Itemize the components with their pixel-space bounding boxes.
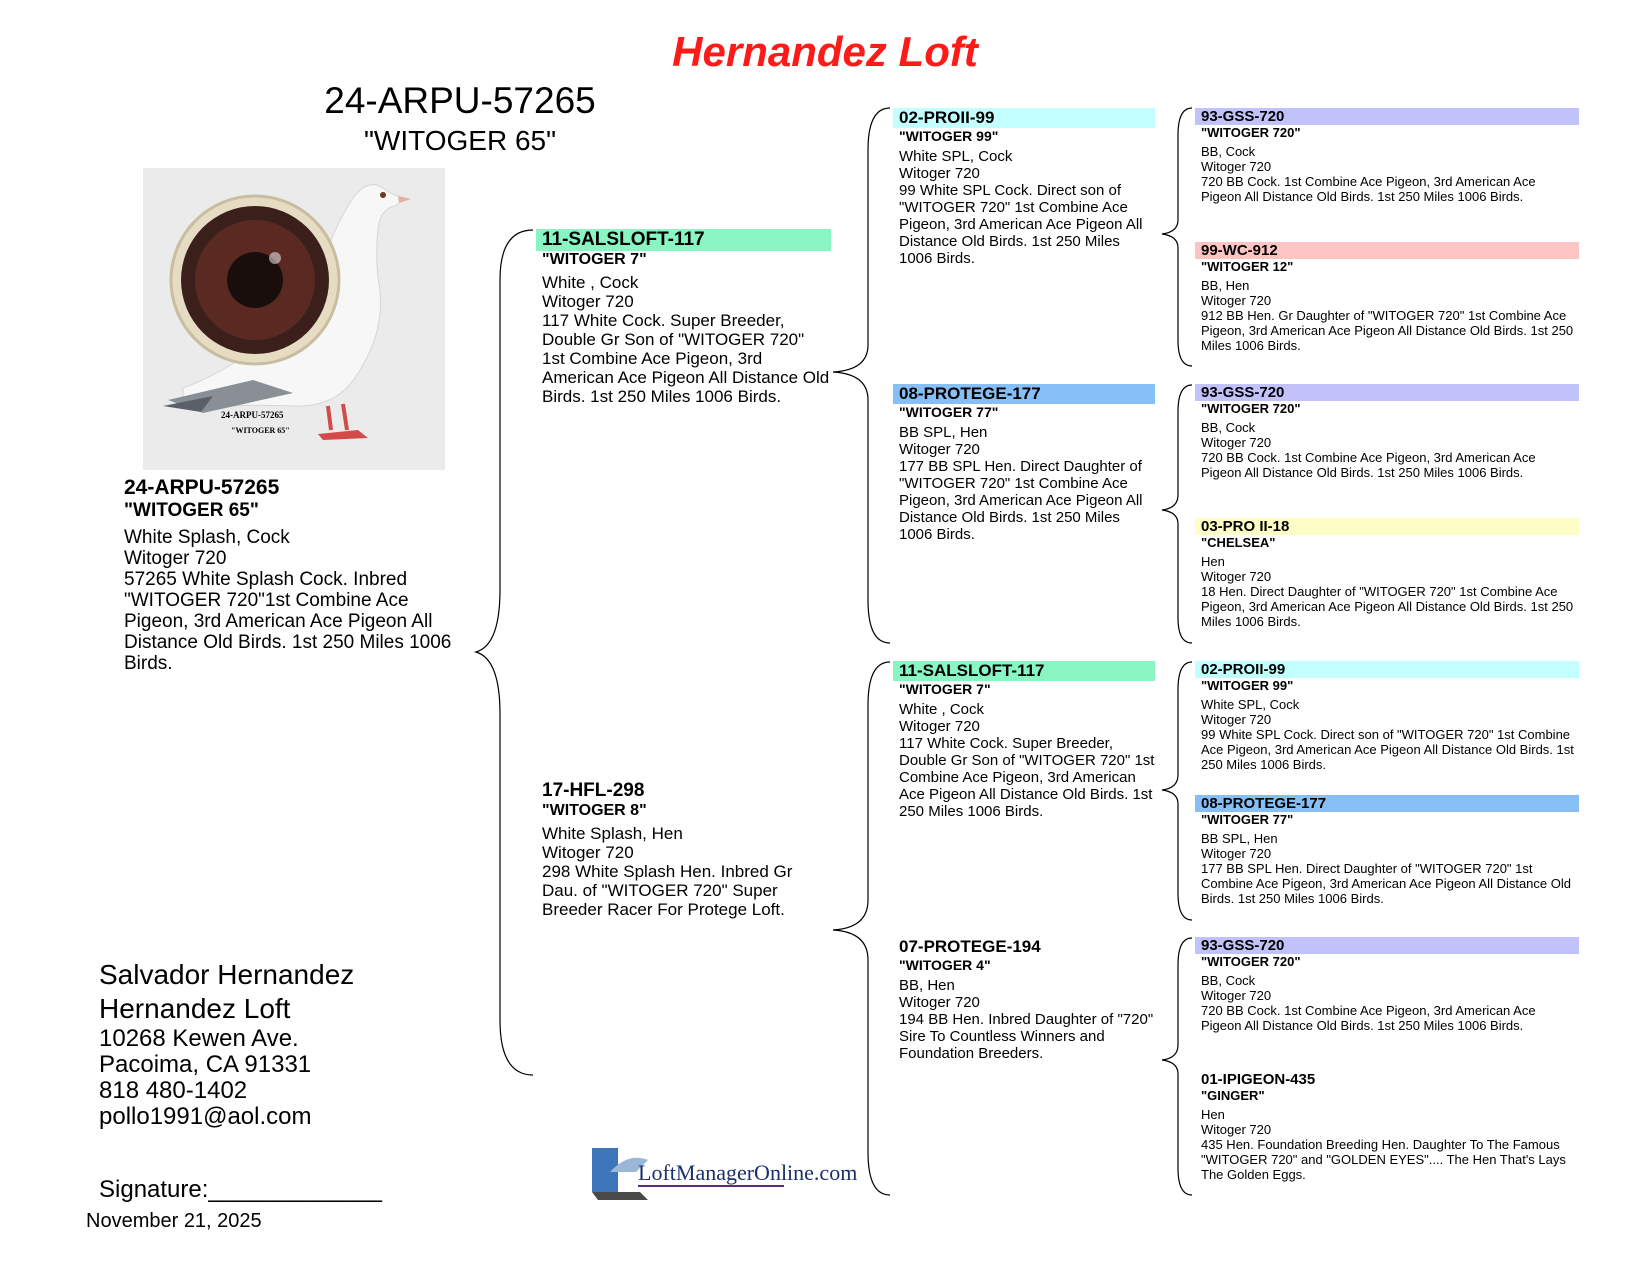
sire-bird bbox=[536, 229, 831, 406]
owner-name: Salvador Hernandez bbox=[99, 959, 355, 990]
subject-name: "WITOGER 65" bbox=[124, 500, 259, 521]
owner-address: 10268 Kewen Ave. bbox=[99, 1025, 299, 1052]
dam-sire-bird bbox=[893, 661, 1155, 820]
gen3-color-sex: BB, Cock bbox=[1201, 420, 1256, 435]
gen3-color-sex: White SPL, Cock bbox=[1201, 697, 1300, 712]
dam-sire-strain: Witoger 720 bbox=[899, 718, 980, 735]
gen3-bird bbox=[1195, 661, 1579, 772]
gen3-bird bbox=[1195, 384, 1579, 480]
gen3-strain: Witoger 720 bbox=[1201, 435, 1272, 450]
gen3-bird bbox=[1195, 108, 1579, 204]
gen3-bird bbox=[1195, 518, 1579, 629]
gen3-name: "WITOGER 99" bbox=[1201, 678, 1294, 693]
gen3-color-sex: Hen bbox=[1201, 1107, 1225, 1122]
sire-ring: 11-SALSLOFT-117 bbox=[536, 229, 831, 251]
gen3-notes: 720 BB Cock. 1st Combine Ace Pigeon, 3rd American Ace Pigeon All Distance Old Birds. 1st 250 Miles 1006 Birds. bbox=[1201, 1003, 1536, 1033]
gen3-ring: 03-PRO II-18 bbox=[1195, 518, 1579, 535]
sire-dam-notes: 177 BB SPL Hen. Direct Daughter of "WITOGER 720" 1st Combine Ace Pigeon, 3rd American Ace Pigeon All Distance Old Birds. 1st 250 Miles 1006 Birds. bbox=[899, 458, 1143, 543]
gen3-name: "WITOGER 77" bbox=[1201, 812, 1294, 827]
subject-name-heading: "WITOGER 65" bbox=[363, 125, 557, 156]
subject-bird bbox=[124, 476, 469, 674]
subject-notes: 57265 White Splash Cock. Inbred "WITOGER 720"1st Combine Ace Pigeon, 3rd American Ace Pigeon All Distance Old Birds. 1st 250 Miles 1006 Birds. bbox=[124, 569, 452, 674]
sire-dam-strain: Witoger 720 bbox=[899, 441, 980, 458]
dam-name: "WITOGER 8" bbox=[542, 802, 647, 819]
dam-dam-bird bbox=[893, 937, 1155, 1062]
gen3-color-sex: BB, Cock bbox=[1201, 973, 1256, 988]
gen3-name: "WITOGER 720" bbox=[1201, 401, 1301, 416]
gen3-color-sex: Hen bbox=[1201, 554, 1225, 569]
sire-color-sex: White , Cock bbox=[542, 273, 639, 292]
subject-strain: Witoger 720 bbox=[124, 548, 227, 569]
gen3-ring: 93-GSS-720 bbox=[1195, 937, 1579, 954]
gen3-bird bbox=[1195, 795, 1579, 906]
sire-dam-color-sex: BB SPL, Hen bbox=[899, 424, 988, 441]
gen3-ring: 99-WC-912 bbox=[1195, 242, 1579, 259]
gen3-color-sex: BB SPL, Hen bbox=[1201, 831, 1278, 846]
gen3-ring: 93-GSS-720 bbox=[1195, 384, 1579, 401]
loftmanager-logo bbox=[588, 1142, 858, 1206]
dam-notes: 298 White Splash Hen. Inbred Gr Dau. of "WITOGER 720" Super Breeder Racer For Protege Loft. bbox=[542, 862, 793, 919]
dam-sire-color-sex: White , Cock bbox=[899, 701, 985, 718]
gen3-ring: 01-IPIGEON-435 bbox=[1201, 1071, 1316, 1088]
gen3-bird bbox=[1195, 937, 1579, 1033]
gen3-strain: Witoger 720 bbox=[1201, 1122, 1272, 1137]
gen3-color-sex: BB, Hen bbox=[1201, 278, 1250, 293]
dam-ring: 17-HFL-298 bbox=[542, 780, 645, 801]
gen3-notes: 912 BB Hen. Gr Daughter of "WITOGER 720" 1st Combine Ace Pigeon, 3rd American Ace Pigeon All Distance Old Birds. 1st 250 Miles 1006 Birds. bbox=[1201, 308, 1574, 353]
gen3-ring: 93-GSS-720 bbox=[1195, 108, 1579, 125]
sire-notes: 117 White Cock. Super Breeder, Double Gr Son of "WITOGER 720" 1st Combine Ace Pigeon, 3rd American Ace Pigeon All Distance Old Birds. 1st 250 Miles 1006 Birds. bbox=[542, 311, 830, 406]
gen3-strain: Witoger 720 bbox=[1201, 712, 1272, 727]
dam-dam-notes: 194 BB Hen. Inbred Daughter of "720" Sire To Countless Winners and Foundation Breeders. bbox=[899, 1011, 1154, 1062]
dam-bird bbox=[536, 780, 831, 919]
owner-email: pollo1991@aol.com bbox=[99, 1103, 312, 1130]
sire-sire-ring: 02-PROII-99 bbox=[893, 108, 1155, 128]
gen3-notes: 720 BB Cock. 1st Combine Ace Pigeon, 3rd American Ace Pigeon All Distance Old Birds. 1st 250 Miles 1006 Birds. bbox=[1201, 174, 1536, 204]
owner-loft: Hernandez Loft bbox=[99, 993, 291, 1024]
gen3-name: "WITOGER 720" bbox=[1201, 125, 1301, 140]
photo-caption-name: "WITOGER 65" bbox=[231, 426, 290, 435]
gen3-strain: Witoger 720 bbox=[1201, 846, 1272, 861]
dam-sire-notes: 117 White Cock. Super Breeder, Double Gr Son of "WITOGER 720" 1st Combine Ace Pigeon, 3rd American Ace Pigeon All Distance Old Birds. 1st 250 Miles 1006 Birds. bbox=[899, 735, 1155, 820]
logo-text: LoftManagerOnline.com bbox=[638, 1160, 858, 1185]
gen3-name: "CHELSEA" bbox=[1201, 535, 1276, 550]
sire-name: "WITOGER 7" bbox=[542, 251, 647, 268]
gen3-strain: Witoger 720 bbox=[1201, 159, 1272, 174]
sire-sire-name: "WITOGER 99" bbox=[899, 128, 999, 144]
dam-sire-ring: 11-SALSLOFT-117 bbox=[893, 661, 1155, 681]
dam-color-sex: White Splash, Hen bbox=[542, 824, 683, 843]
gen3-notes: 720 BB Cock. 1st Combine Ace Pigeon, 3rd American Ace Pigeon All Distance Old Birds. 1st 250 Miles 1006 Birds. bbox=[1201, 450, 1536, 480]
gen3-notes: 18 Hen. Direct Daughter of "WITOGER 720" 1st Combine Ace Pigeon, 3rd American Ace Pigeon All Distance Old Birds. 1st 250 Miles 1006 Birds. bbox=[1201, 584, 1574, 629]
loft-title: Hernandez Loft bbox=[672, 28, 978, 75]
dam-dam-ring: 07-PROTEGE-194 bbox=[899, 937, 1041, 956]
gen3-name: "GINGER" bbox=[1201, 1088, 1265, 1103]
sire-strain: Witoger 720 bbox=[542, 292, 634, 311]
dam-dam-color-sex: BB, Hen bbox=[899, 977, 955, 994]
gen3-notes: 177 BB SPL Hen. Direct Daughter of "WITOGER 720" 1st Combine Ace Pigeon, 3rd American Ace Pigeon All Distance Old Birds. 1st 250 Miles 1006 Birds. bbox=[1201, 861, 1571, 906]
gen3-strain: Witoger 720 bbox=[1201, 569, 1272, 584]
gen3-strain: Witoger 720 bbox=[1201, 988, 1272, 1003]
dam-sire-name: "WITOGER 7" bbox=[899, 681, 991, 697]
gen3-ring: 02-PROII-99 bbox=[1195, 661, 1579, 678]
sire-dam-bird bbox=[893, 384, 1155, 543]
owner-city: Pacoima, CA 91331 bbox=[99, 1051, 312, 1078]
gen3-name: "WITOGER 12" bbox=[1201, 259, 1294, 274]
gen3-ring: 08-PROTEGE-177 bbox=[1195, 795, 1579, 812]
sire-dam-ring: 08-PROTEGE-177 bbox=[893, 384, 1155, 404]
gen3-notes: 99 White SPL Cock. Direct son of "WITOGER 720" 1st Combine Ace Pigeon, 3rd American Ace Pigeon All Distance Old Birds. 1st 250 Miles 1006 Birds. bbox=[1201, 727, 1574, 772]
gen3-bird bbox=[1195, 242, 1579, 353]
subject-color-sex: White Splash, Cock bbox=[124, 527, 290, 548]
photo-caption-ring: 24-ARPU-57265 bbox=[221, 410, 284, 420]
subject-ring-heading: 24-ARPU-57265 bbox=[324, 80, 596, 121]
gen3-color-sex: BB, Cock bbox=[1201, 144, 1256, 159]
dam-strain: Witoger 720 bbox=[542, 843, 634, 862]
sire-dam-name: "WITOGER 77" bbox=[899, 404, 999, 420]
print-date: November 21, 2025 bbox=[86, 1210, 262, 1232]
signature-line: Signature:_____________ bbox=[99, 1176, 382, 1203]
gen3-notes: 435 Hen. Foundation Breeding Hen. Daughter To The Famous "WITOGER 720" and "GOLDEN EYES".... The Hen That's Lays The Golden Eggs. bbox=[1201, 1137, 1566, 1182]
owner-info bbox=[99, 958, 354, 1130]
sire-sire-notes: 99 White SPL Cock. Direct son of "WITOGER 720" 1st Combine Ace Pigeon, 3rd American Ace Pigeon All Distance Old Birds. 1st 250 Miles 1006 Birds. bbox=[899, 182, 1143, 267]
gen3-name: "WITOGER 720" bbox=[1201, 954, 1301, 969]
gen3-bird bbox=[1195, 1071, 1579, 1182]
sire-sire-bird bbox=[893, 108, 1155, 267]
owner-phone: 818 480-1402 bbox=[99, 1077, 248, 1104]
subject-ring: 24-ARPU-57265 bbox=[124, 476, 280, 499]
dam-dam-strain: Witoger 720 bbox=[899, 994, 980, 1011]
gen3-strain: Witoger 720 bbox=[1201, 293, 1272, 308]
sire-sire-strain: Witoger 720 bbox=[899, 165, 980, 182]
dam-dam-name: "WITOGER 4" bbox=[899, 957, 991, 973]
sire-sire-color-sex: White SPL, Cock bbox=[899, 148, 1013, 165]
